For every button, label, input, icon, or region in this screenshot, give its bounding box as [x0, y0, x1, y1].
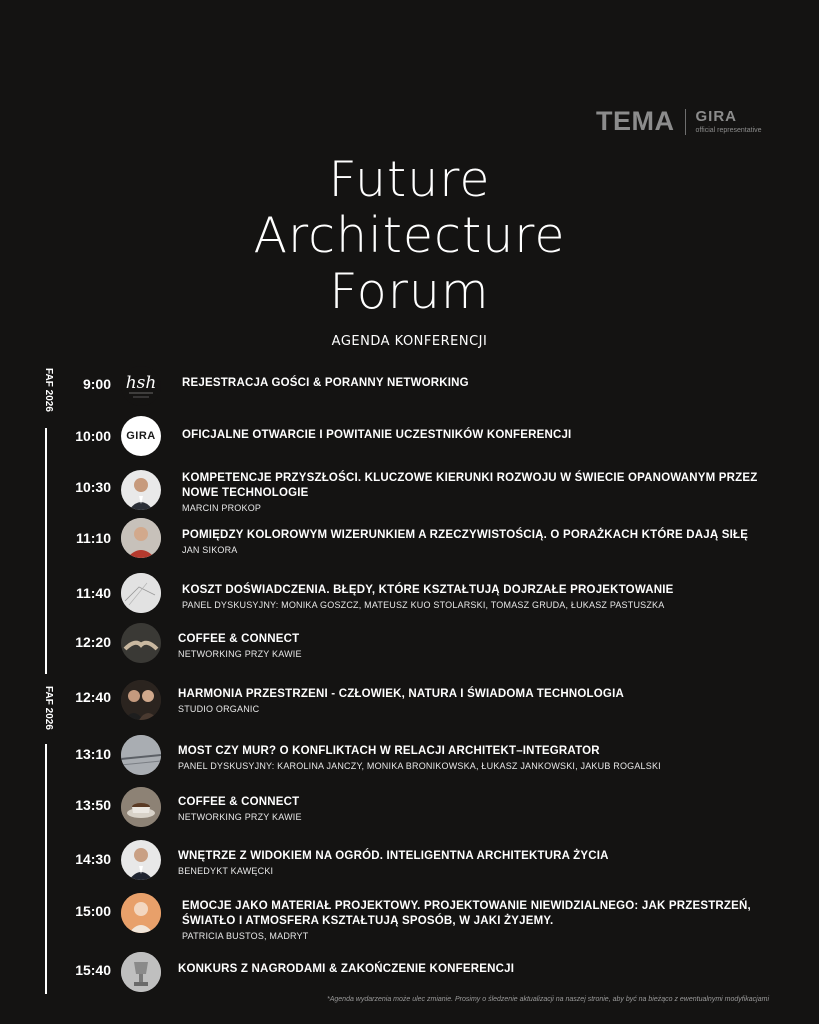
hsh-logo: [121, 366, 161, 406]
agenda-speaker: PANEL DYSKUSYJNY: MONIKA GOSZCZ, MATEUSZ KUO STOLARSKI, TOMASZ GRUDA, ŁUKASZ PASTUSZKA: [182, 600, 665, 610]
page-subtitle: AGENDA KONFERENCJI: [331, 334, 488, 349]
coffee-photo: [121, 623, 161, 663]
agenda-title: COFFEE & CONNECT: [178, 796, 300, 808]
agenda-title: EMOCJE JAKO MATERIAŁ PROJEKTOWY. PROJEKTOWANIE NIEWIDZIALNEGO: JAK PRZESTRZEŃ, ŚWIATŁO I ATMOSFERA KSZTAŁTUJĄ SPOSÓB, W JAKI ŻYJEMY.: [182, 900, 751, 927]
two-people-photo-icon: [121, 680, 161, 720]
trophy-photo-icon: [121, 952, 161, 992]
awards-photo: [121, 952, 161, 992]
studio-organic-photo: [121, 680, 161, 720]
timeline-line-top: [45, 428, 47, 674]
agenda-title: COFFEE & CONNECT: [178, 633, 300, 645]
speaker-photo-marcin-prokop: [121, 470, 161, 510]
agenda-time: 15:40: [75, 962, 111, 978]
agenda-time: 10:00: [75, 428, 111, 444]
bridge-photo: [121, 735, 161, 775]
agenda-speaker: PATRICIA BUSTOS, MADRYT: [182, 931, 309, 941]
person-photo-icon: [121, 840, 161, 880]
svg-text:hsh: hsh: [125, 373, 157, 393]
speaker-photo-benedykt-kawecki: [121, 840, 161, 880]
agenda-time: 12:20: [75, 634, 111, 650]
bridge-icon: [121, 735, 161, 775]
agenda-time: 11:10: [75, 530, 111, 546]
agenda-title: KONKURS Z NAGRODAMI & ZAKOŃCZENIE KONFERENCJI: [178, 963, 515, 975]
agenda-title: REJESTRACJA GOŚCI & PORANNY NETWORKING: [182, 377, 469, 389]
agenda-speaker: NETWORKING PRZY KAWIE: [178, 649, 302, 659]
agenda-title: KOMPETENCJE PRZYSZŁOŚCI. KLUCZOWE KIERUNKI ROZWOJU W ŚWIECIE OPANOWANYM PRZEZ NOWE TECHNOLOGIE: [182, 472, 758, 499]
brand-divider: [685, 109, 686, 135]
disclaimer-note: *Agenda wydarzenia może ulec zmianie. Prosimy o śledzenie aktualizacji na naszej stronie, aby być na bieżąco z ewentualnymi modyfikacjami: [327, 996, 769, 1003]
timeline-line-bottom: [45, 744, 47, 994]
agenda-time: 13:50: [75, 797, 111, 813]
brand-logo: [596, 106, 762, 137]
agenda-title: HARMONIA PRZESTRZENI - CZŁOWIEK, NATURA I ŚWIADOMA TECHNOLOGIA: [178, 688, 624, 700]
agenda-speaker: BENEDYKT KAWĘCKI: [178, 866, 274, 876]
agenda-speaker: JAN SIKORA: [182, 545, 238, 555]
agenda-time: 13:10: [75, 746, 111, 762]
gira-logo: [696, 109, 762, 134]
panel-photo-koszt: [121, 573, 161, 613]
speaker-photo-jan-sikora: [121, 518, 161, 558]
person-photo-icon: [121, 893, 161, 933]
person-photo-icon: [121, 470, 161, 510]
agenda-time: 14:30: [75, 851, 111, 867]
title-line-3: Forum: [329, 263, 490, 320]
agenda-time: 9:00: [82, 376, 111, 392]
speaker-photo-patricia-bustos: [121, 893, 161, 933]
gira-round-logo: [121, 416, 161, 456]
agenda-speaker: NETWORKING PRZY KAWIE: [178, 812, 302, 822]
side-label-bottom: FAF 2026: [43, 686, 54, 730]
agenda-title: KOSZT DOŚWIADCZENIA. BŁĘDY, KTÓRE KSZTAŁTUJĄ DOJRZAŁE PROJEKTOWANIE: [182, 584, 674, 596]
agenda-title: MOST CZY MUR? O KONFLIKTACH W RELACJI ARCHITEKT–INTEGRATOR: [178, 745, 600, 757]
agenda-time: 11:40: [75, 585, 111, 601]
agenda-time: 15:00: [75, 903, 111, 919]
gira-logo-text: GIRA: [695, 108, 737, 125]
sketch-image-icon: [121, 573, 161, 613]
agenda-speaker: STUDIO ORGANIC: [178, 704, 260, 714]
hsh-logo-icon: [121, 366, 161, 406]
title-line-2: Architecture: [253, 207, 566, 264]
side-label-top: FAF 2026: [43, 368, 54, 412]
coffee-cup-photo: [121, 787, 161, 827]
coffee-cup-icon: [121, 787, 161, 827]
agenda-speaker: PANEL DYSKUSYJNY: KAROLINA JANCZY, MONIKA BRONIKOWSKA, ŁUKASZ JANKOWSKI, JAKUB ROGALSKI: [178, 761, 661, 771]
agenda-title: WNĘTRZE Z WIDOKIEM NA OGRÓD. INTELIGENTNA ARCHITEKTURA ŻYCIA: [178, 850, 609, 862]
title-line-1: Future: [328, 151, 491, 208]
handshake-icon: [121, 623, 161, 663]
agenda-title: POMIĘDZY KOLOROWYM WIZERUNKIEM A RZECZYWISTOŚCIĄ. O PORAŻKACH KTÓRE DAJĄ SIŁĘ: [182, 529, 749, 541]
agenda-time: 10:30: [75, 479, 111, 495]
tema-logo-text: TEMA: [596, 106, 675, 136]
official-representative-text: official representative: [695, 127, 762, 134]
agenda-speaker: MARCIN PROKOP: [182, 503, 262, 513]
person-photo-icon: [121, 518, 161, 558]
gira-round-logo-text: GIRA: [126, 430, 156, 442]
agenda-title: OFICJALNE OTWARCIE I POWITANIE UCZESTNIKÓW KONFERENCJI: [182, 429, 572, 441]
agenda-time: 12:40: [75, 689, 111, 705]
page-title: [0, 152, 819, 320]
